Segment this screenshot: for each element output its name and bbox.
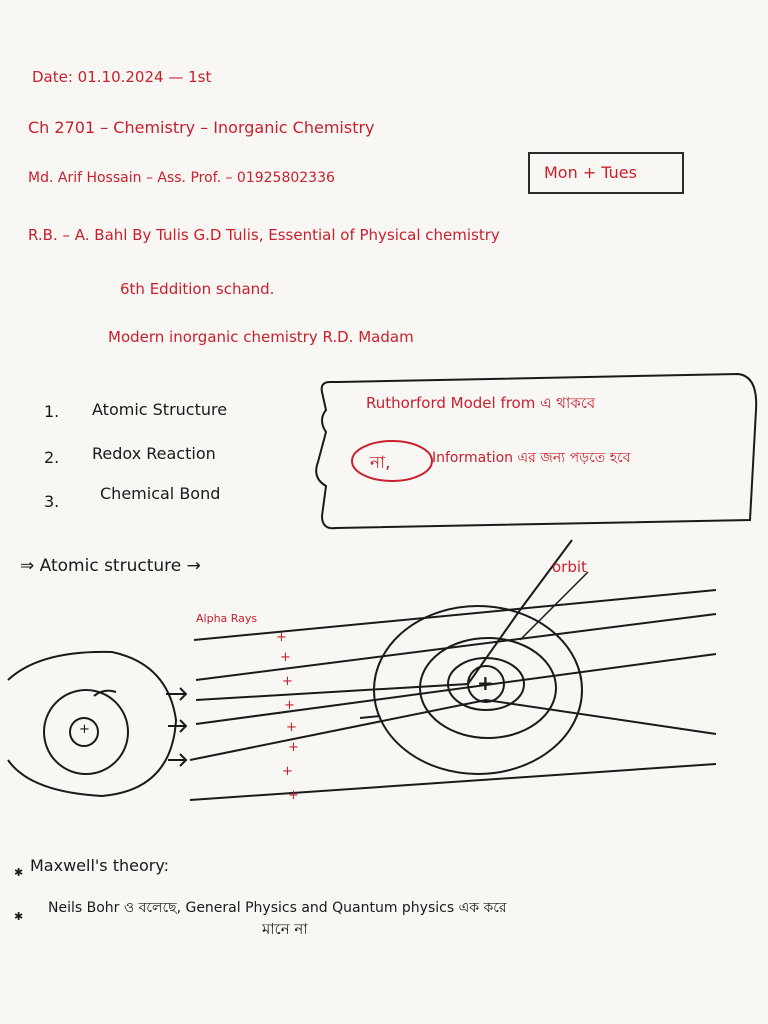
bullet-star-icon: ✱ — [14, 910, 24, 923]
theory-line-2: Neils Bohr ও বলেছে, General Physics and Quantum physics এক করে — [48, 900, 507, 916]
positive-charge-icon: + — [288, 740, 299, 755]
alpha-ray — [196, 614, 716, 680]
reference-line-2: 6th Eddition schand. — [120, 280, 275, 298]
arrow-icon — [168, 754, 186, 766]
positive-charge-icon: + — [286, 720, 297, 735]
topic-number: 3. — [44, 492, 60, 511]
topic-label: Atomic Structure — [92, 400, 228, 419]
small-nucleus-plus-icon: + — [79, 722, 90, 737]
arrow-icon — [168, 720, 186, 732]
alpha-rays-label: Alpha Rays — [196, 612, 258, 625]
positive-charge-icon: + — [288, 788, 299, 803]
note-circled-word: না, — [370, 453, 391, 473]
note-line-2: Information এর জন্য পড়তে হবে — [432, 450, 631, 466]
topic-number: 1. — [44, 402, 60, 421]
teacher-line: Md. Arif Hossain – Ass. Prof. – 01925802336 — [28, 170, 335, 186]
arrow-icon — [166, 688, 186, 700]
theory-line-3: মানে না — [262, 920, 308, 938]
note-line-1: Ruthorford Model from এ থাকবে — [366, 394, 596, 412]
alpha-ray — [190, 764, 716, 800]
reference-line-3: Modern inorganic chemistry R.D. Madam — [108, 328, 414, 346]
section-heading: ⇒ Atomic structure → — [20, 556, 201, 576]
positive-charge-icon: + — [276, 630, 287, 645]
alpha-ray — [196, 654, 716, 724]
date-line: Date: 01.10.2024 — 1st — [32, 68, 212, 86]
positive-charge-icon: + — [284, 698, 295, 713]
alpha-ray — [194, 590, 716, 640]
bullet-star-icon: ✱ — [14, 866, 24, 879]
positive-charge-icon: + — [282, 674, 293, 689]
positive-charge-icon: + — [280, 650, 291, 665]
nucleus-plus-icon: + — [477, 671, 494, 695]
positive-charge-icon: + — [282, 764, 293, 779]
topic-label: Chemical Bond — [100, 484, 221, 503]
theory-line-1: Maxwell's theory: — [30, 856, 170, 875]
topic-label: Redox Reaction — [92, 444, 216, 463]
reference-line-1: R.B. – A. Bahl By Tulis G.D Tulis, Essential of Physical chemistry — [28, 226, 500, 244]
topic-number: 2. — [44, 448, 60, 467]
course-line: Ch 2701 – Chemistry – Inorganic Chemistry — [28, 118, 375, 137]
orbit-label: orbit — [552, 558, 587, 576]
days-label: Mon + Tues — [544, 163, 637, 182]
